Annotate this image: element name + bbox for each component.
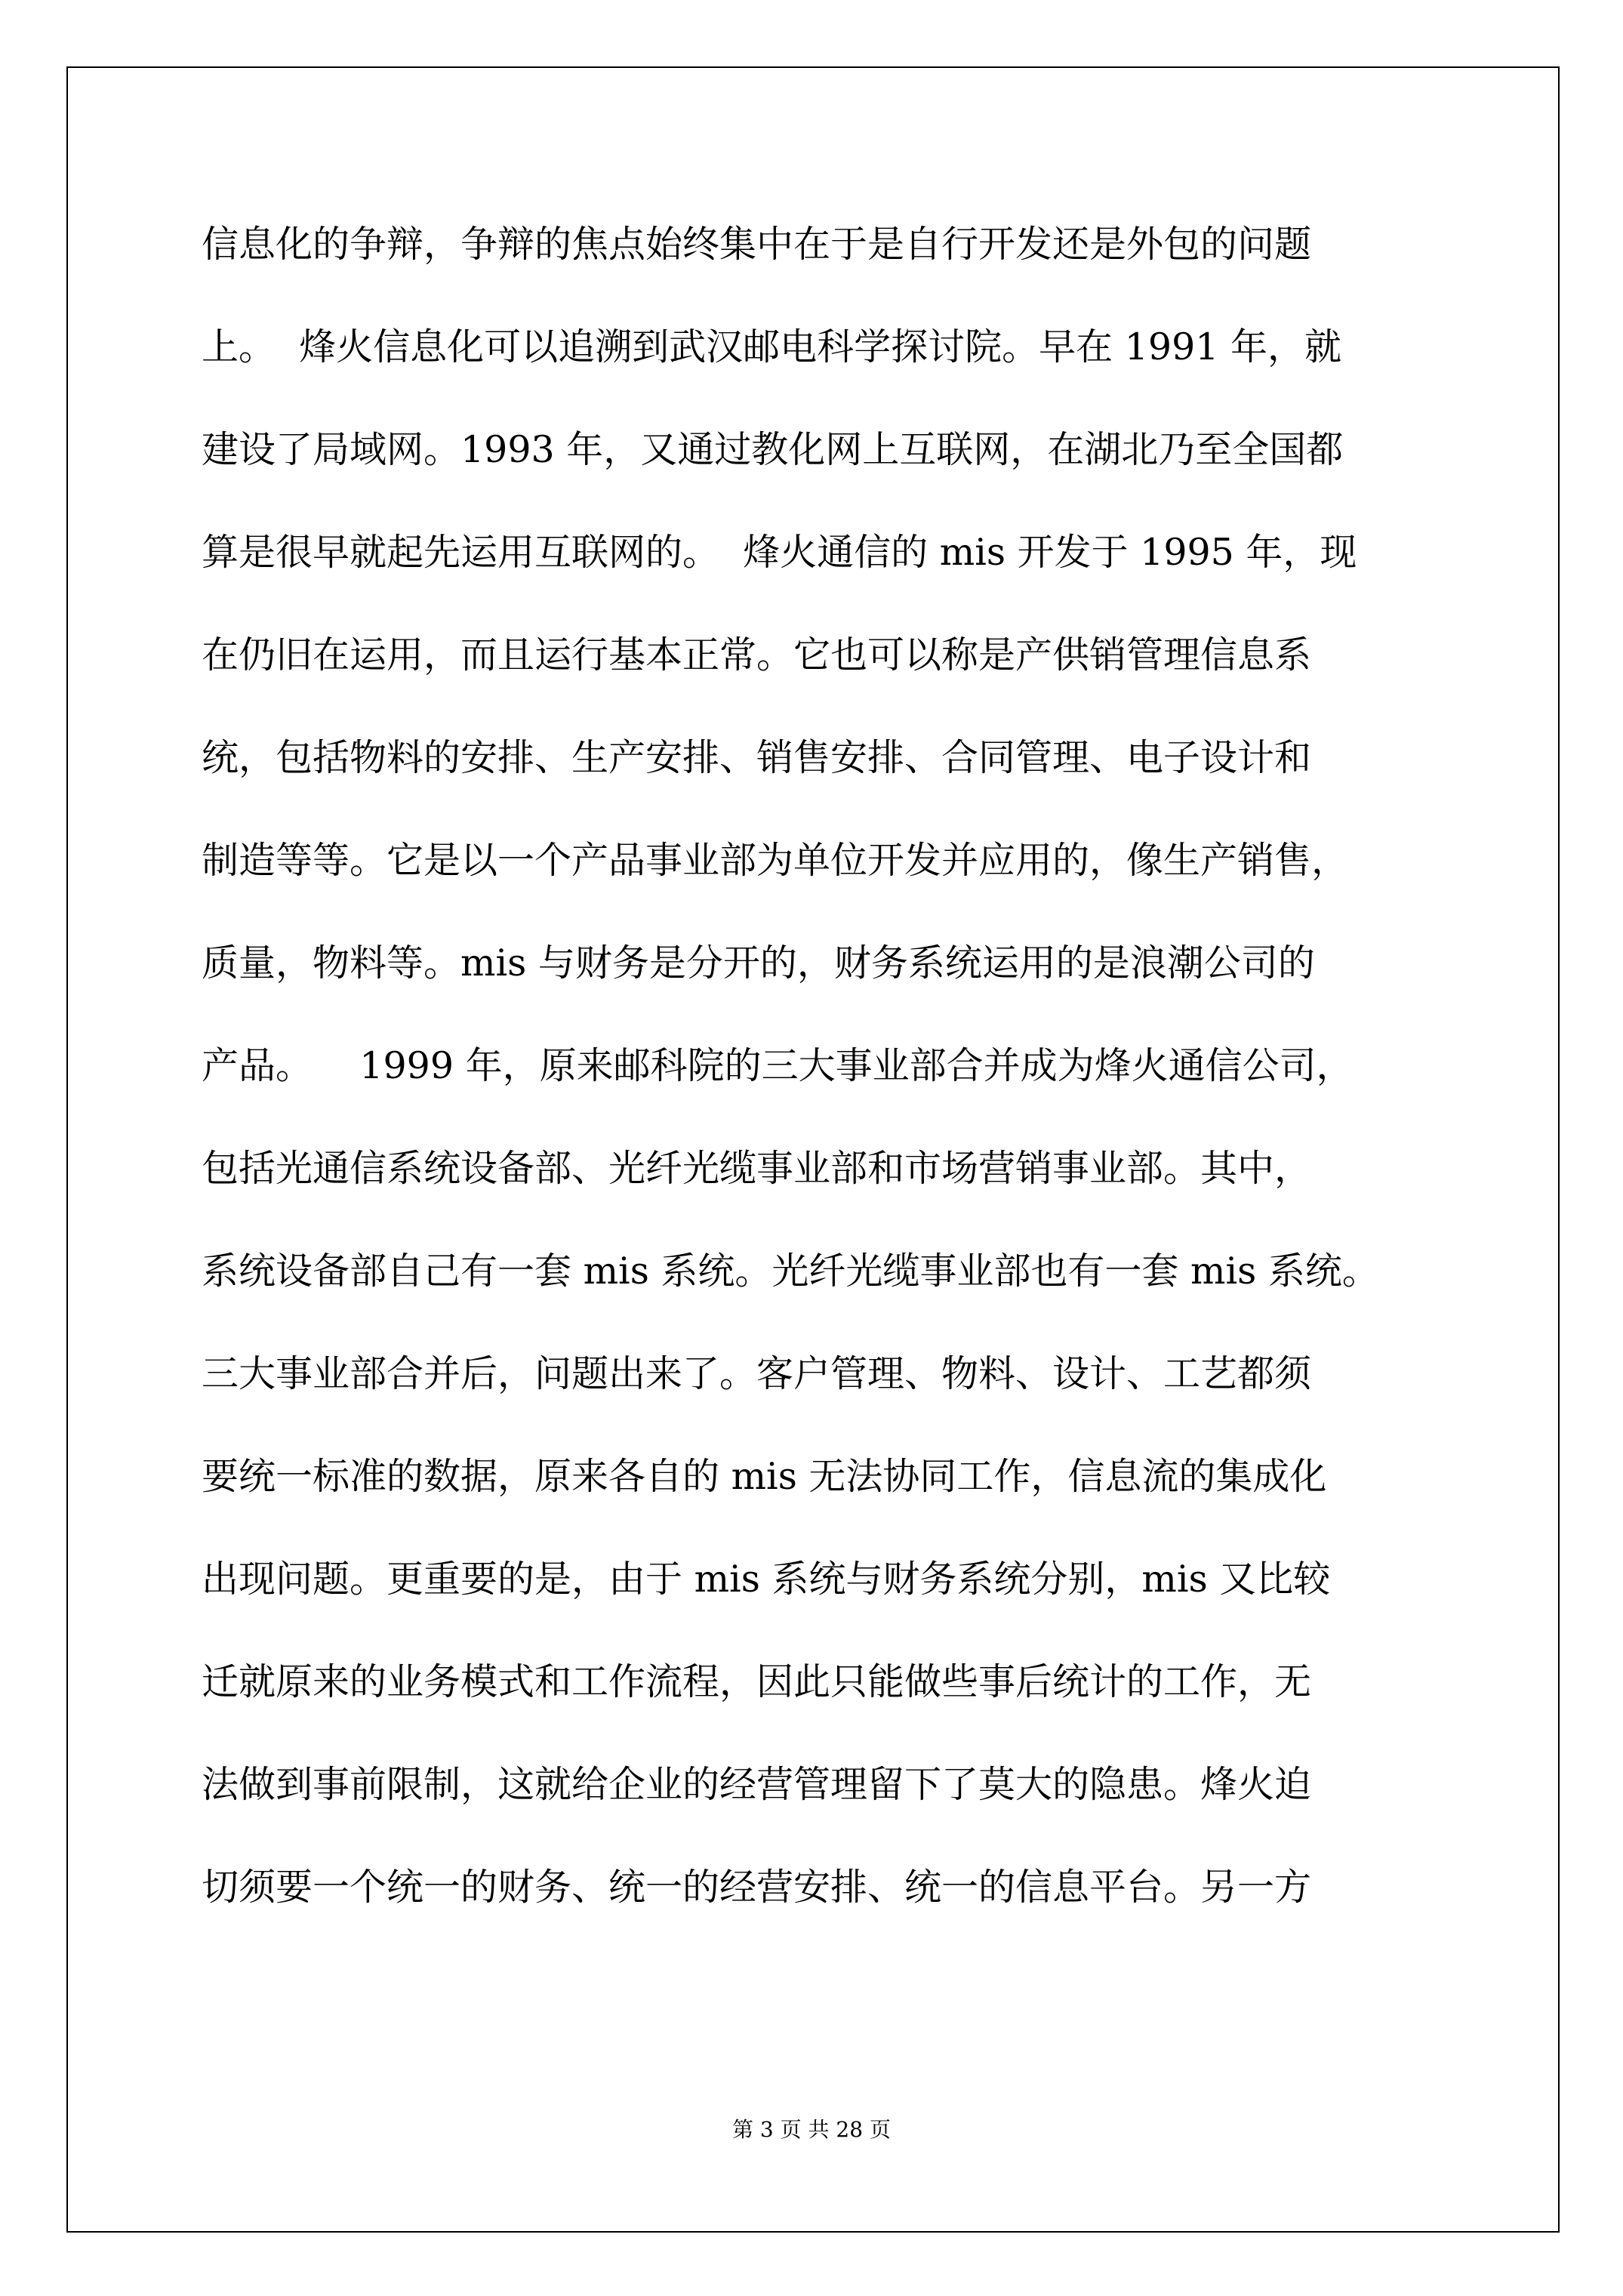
text-line: 产品。 1999 年，原来邮科院的三大事业部合并成为烽火通信公司，	[202, 1044, 1354, 1087]
text-line: 上。 烽火信息化可以追溯到武汉邮电科学探讨院。早在 1991 年，就	[202, 325, 1342, 368]
text-line: 三大事业部合并后，问题出来了。客户管理、物料、设计、工艺都须	[202, 1352, 1312, 1395]
text-line: 系统设备部自己有一套 mis 系统。光纤光缆事业部也有一套 mis 系统。	[202, 1250, 1379, 1293]
text-line: 建设了局域网。1993 年，又通过教化网上互联网，在湖北乃至全国都	[202, 428, 1344, 471]
text-line: 算是很早就起先运用互联网的。 烽火通信的 mis 开发于 1995 年，现	[202, 531, 1357, 574]
text-line: 制造等等。它是以一个产品事业部为单位开发并应用的，像生产销售，	[202, 839, 1349, 882]
text-line: 出现问题。更重要的是，由于 mis 系统与财务系统分别，mis 又比较	[202, 1558, 1331, 1601]
text-line: 信息化的争辩，争辩的焦点始终集中在于是自行开发还是外包的问题	[202, 223, 1312, 266]
text-line: 切须要一个统一的财务、统一的经营安排、统一的信息平台。另一方	[202, 1866, 1312, 1909]
text-line: 质量，物料等。mis 与财务是分开的，财务系统运用的是浪潮公司的	[202, 942, 1315, 985]
text-line: 统，包括物料的安排、生产安排、销售安排、合同管理、电子设计和	[202, 736, 1312, 779]
text-line: 要统一标准的数据，原来各自的 mis 无法协同工作，信息流的集成化	[202, 1455, 1327, 1498]
page-number-footer: 第 3 页 共 28 页	[732, 2117, 891, 2142]
text-line: 迁就原来的业务模式和工作流程，因此只能做些事后统计的工作，无	[202, 1660, 1312, 1703]
text-line: 法做到事前限制，这就给企业的经营管理留下了莫大的隐患。烽火迫	[202, 1763, 1312, 1806]
text-line: 在仍旧在运用，而且运行基本正常。它也可以称是产供销管理信息系	[202, 633, 1312, 676]
text-line: 包括光通信系统设备部、光纤光缆事业部和市场营销事业部。其中，	[202, 1147, 1312, 1190]
